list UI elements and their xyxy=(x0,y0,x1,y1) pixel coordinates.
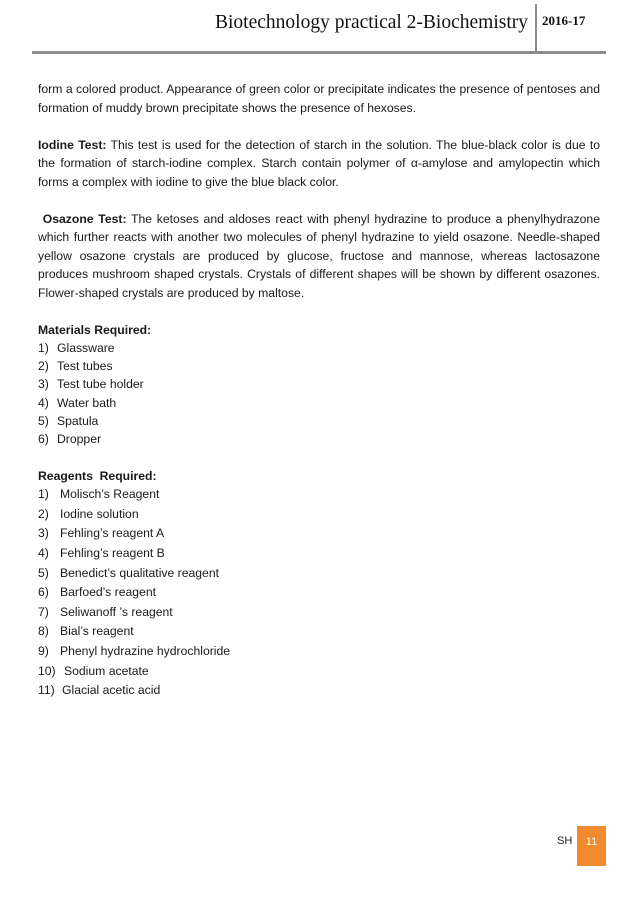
list-number: 5) xyxy=(38,413,49,428)
list-number: 3) xyxy=(38,526,49,541)
paragraph-osazone-test xyxy=(38,210,604,303)
list-item xyxy=(38,485,600,505)
list-label: Benedict’s qualitative reagent xyxy=(60,565,219,580)
list-item xyxy=(38,524,600,544)
list-number: 11) xyxy=(38,683,55,698)
paragraph-text: This test is used for the detection of starch in the solution. The blue-black color is due to the formation of starch-iodine complex. Starch contain polymer of α-amylose and amylopectin which forms a complex with iodine to give the blue black color. xyxy=(38,137,600,189)
list-item xyxy=(38,430,600,448)
list-label: Molisch’s Reagent xyxy=(60,487,160,502)
list-item xyxy=(38,505,600,525)
materials-heading: Materials Required: xyxy=(38,322,152,337)
list-label: Barfoed’s reagent xyxy=(60,585,156,600)
list-label: Glacial acetic acid xyxy=(62,683,161,698)
list-item xyxy=(38,583,600,603)
list-number: 2) xyxy=(38,506,49,521)
list-label: Dropper xyxy=(57,432,102,447)
list-item xyxy=(38,622,600,642)
list-item xyxy=(38,394,600,412)
list-item xyxy=(38,339,600,357)
paragraph-iodine-test xyxy=(38,136,600,192)
list-number: 4) xyxy=(38,395,49,410)
list-number: 1) xyxy=(38,341,49,355)
list-label: Iodine solution xyxy=(60,506,139,521)
list-label: Glassware xyxy=(57,341,115,355)
page-header xyxy=(0,0,638,54)
paragraph-lead: Iodine Test: xyxy=(38,137,107,152)
list-item xyxy=(38,564,600,584)
list-item xyxy=(38,375,600,393)
list-number: 9) xyxy=(38,643,49,658)
list-label: Test tube holder xyxy=(57,377,144,392)
list-number: 10) xyxy=(38,663,56,678)
list-number: 7) xyxy=(38,604,49,619)
list-label: Fehling’s reagent B xyxy=(60,546,165,560)
list-number: 5) xyxy=(38,565,49,580)
list-label: Phenyl hydrazine hydrochloride xyxy=(60,643,231,658)
paragraph-text: form a colored product. Appearance of green color or precipitate indicates the presence of pentoses and formation of muddy brown precipitate shows the presence of hexoses. xyxy=(38,82,600,115)
list-label: Fehling’s reagent A xyxy=(60,526,165,541)
list-item xyxy=(38,357,600,375)
list-number: 3) xyxy=(38,377,49,392)
list-label: Spatula xyxy=(57,413,99,428)
list-number: 6) xyxy=(38,585,49,600)
paragraph-intro xyxy=(38,80,600,117)
list-item xyxy=(38,603,600,623)
list-label: Bial’s reagent xyxy=(60,624,134,639)
paragraph-lead: Osazone Test: xyxy=(38,211,127,226)
list-item xyxy=(38,642,600,662)
list-number: 8) xyxy=(38,624,49,639)
list-label: Test tubes xyxy=(57,359,113,374)
list-label: Water bath xyxy=(57,395,117,410)
list-item xyxy=(38,681,600,701)
list-item xyxy=(38,662,600,682)
page-content xyxy=(38,80,604,719)
reagents-list xyxy=(38,485,600,701)
list-item xyxy=(38,412,600,430)
header-rule xyxy=(32,51,606,54)
list-number: 4) xyxy=(38,546,49,560)
list-number: 2) xyxy=(38,359,49,374)
materials-list xyxy=(38,339,600,448)
reagents-heading: Reagents Required: xyxy=(38,468,157,483)
page-number-badge: 11 xyxy=(577,826,606,866)
footer-author: SH xyxy=(557,835,573,847)
header-year: 2016-17 xyxy=(542,13,586,28)
list-number: 6) xyxy=(38,432,49,447)
list-item xyxy=(38,544,600,564)
header-title: Biotechnology practical 2-Biochemistry xyxy=(215,12,528,33)
paragraph-text: The ketoses and aldoses react with phenyl hydrazine to produce a phenylhydrazone which further reacts with another two molecules of phenyl hydrazine to yield osazone. Needle-shaped yellow osazone crystals are produced by glucose, fructose and mannose, whereas lactosazone produces mushroom shaped crystals. Crystals of different shapes will be shown by different osazones. Flower-shaped crystals are produced by maltose. xyxy=(38,211,604,300)
list-label: Sodium acetate xyxy=(64,663,149,678)
header-divider xyxy=(535,4,537,52)
list-number: 1) xyxy=(38,487,49,502)
list-label: Seliwanoff ’s reagent xyxy=(60,604,173,619)
